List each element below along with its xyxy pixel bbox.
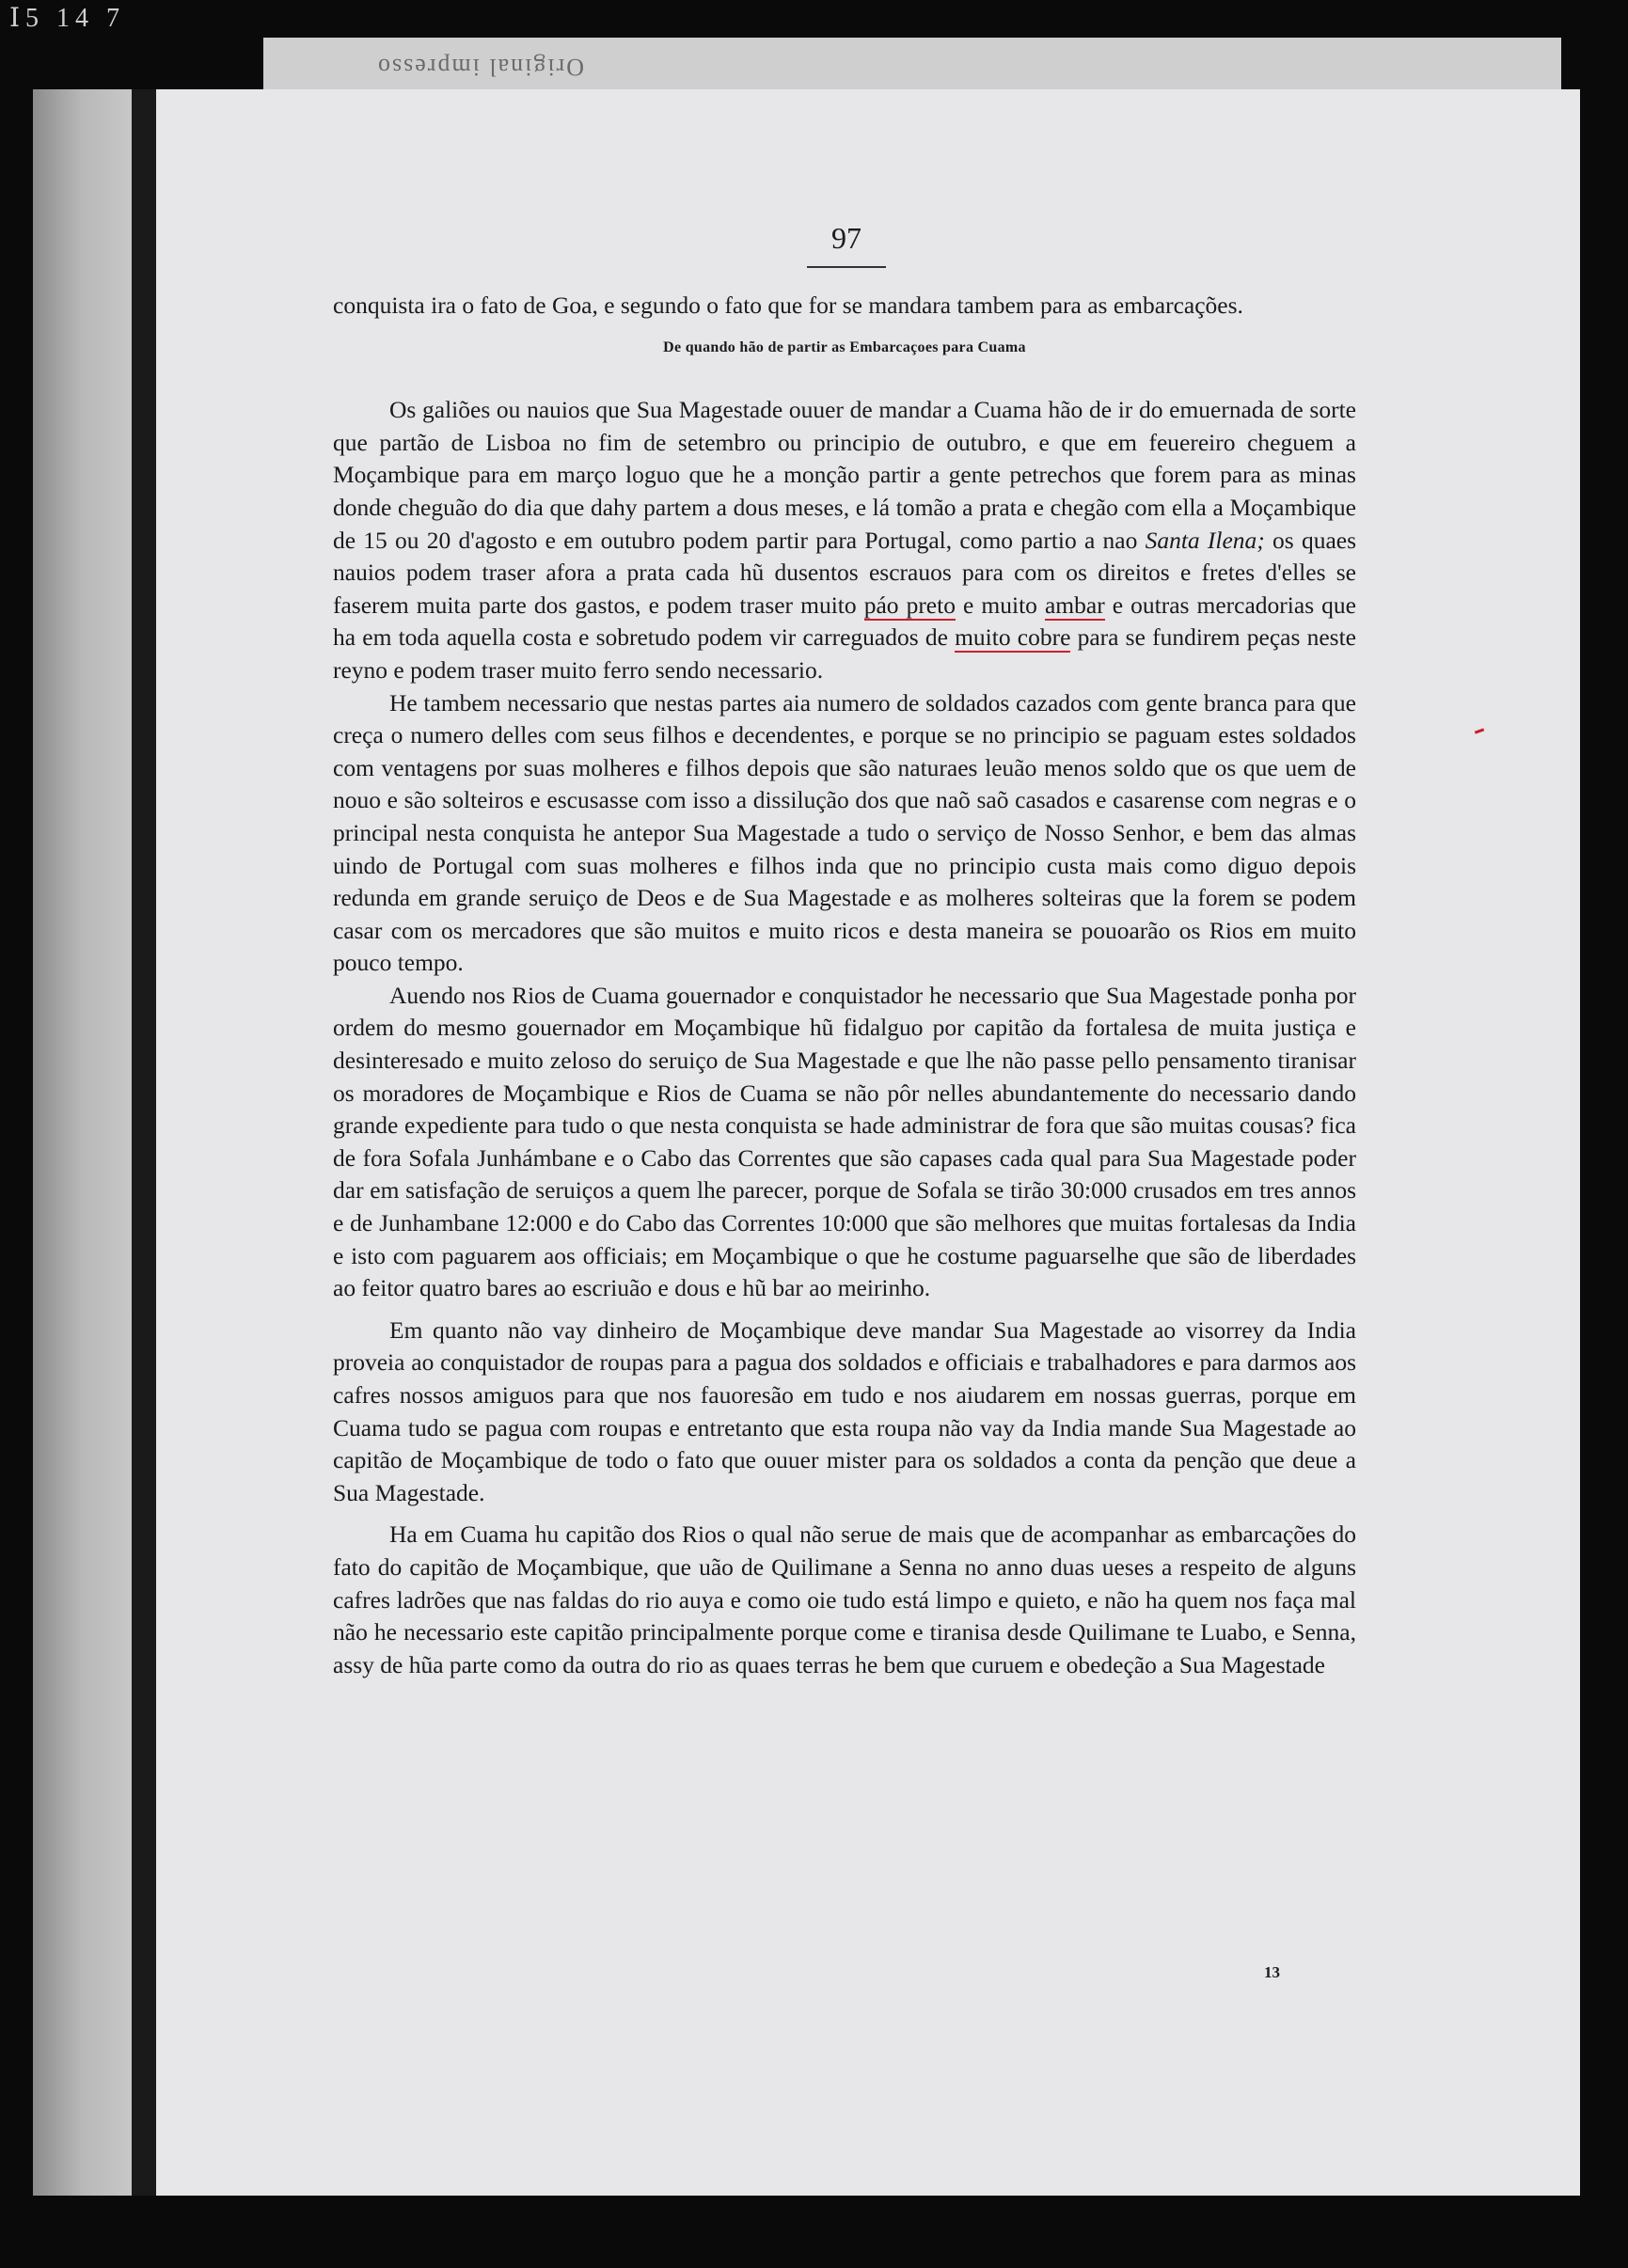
paragraph-governor: Auendo nos Rios de Cuama gouernador e conquistador he necessario que Sua Magestade ponha por ordem do mesmo gouernador em Moçambique hũ fidalguo por capitão da fortalesa de muita justiça e desinteresado e muito zeloso do seruiço de Sua Magestade e que lhe não passe pello pensamento tiranisar os moradores de Moçambique e Rios de Cuama se não pôr nelles abundantemente do necessario dando grande expediente para tudo o que nesta conquista se hade administrar de fora que são muitas cousas? fica de fora Sofala Junhámbane e o Cabo das Correntes que são capases cada qual para Sua Magestade poder dar em satisfação de seruiços a quem lhe parecer, porque de Sofala se tirão 30:000 crusados em tres annos e de Junhambane 12:000 e do Cabo das Correntes 10:000 que são melhores que muitas fortalesas da India e isto com paguarem aos officiais; em Moçambique o que he costume paguarselhe que são de liberdades ao feitor quatro bares ao escriuão e dous e hũ bar ao meirinho. [333,981,1356,1302]
paragraph-captain: Ha em Cuama hu capitão dos Rios o qual não serue de mais que de acompanhar as embarcações do fato do capitão de Moçambique, que uão de Quilimane a Senna no anno duas ueses a respeito de alguns cafres ladrões que nas faldas do rio auya e como oie tudo está limpo e quieto, e não ha quem nos faça mal não he necessario este capitão principalmente porque come e tiranisa desde Quilimane te Luabo, e Senna, assy de hũa parte como da outra do rio as quaes terras he bem que curuem e obedeção a Sua Magestade [333,1520,1356,1678]
ship-name: Santa Ilena; [1145,526,1265,554]
signature-mark: 13 [1264,1963,1280,1981]
underlined-ambar: ambar [1044,591,1105,619]
top-strip-text: Original impresso [376,54,585,81]
para1-text-d: e outras mercadorias que ha em toda aquella costa e sobretudo podem vir carreguados de [333,591,1356,652]
para1-text-e: para se fundirem peças neste reyno e podem traser muito ferro sendo necessario. [333,623,1356,684]
underlined-muito-cobre: muito cobre [955,623,1071,652]
page-number: 97 [831,221,861,255]
para1-text-a: Os galiões ou nauios que Sua Magestade ouuer de mandar a Cuama hão de ir do emuernada de sorte que partão de Lisboa no fim de setembro ou principio de outubro, e que em feuereiro cheguem a Moçambique para em março loguo que he a monção partir a gente petrechos que forem para as minas donde cheguão do dia que dahy partem a dous meses, e lá tomão a prata e chegão com ella a Moçambique de 15 ou 20 d'agosto e em outubro podem partir para Portugal, como partio a nao [333,396,1356,554]
continuation-paragraph: conquista ira o fato de Goa, e segundo o fato que for se mandara tambem para as embarcações. [333,291,1243,319]
paragraph-embarkation [333,394,1356,686]
body-text [333,290,1356,1681]
page-number-rule [807,266,886,268]
paragraph-supplies: Em quanto não vay dinheiro de Moçambique deve mandar Sua Magestade ao visorrey da India proveia ao conquistador de roupas para a pagua dos soldados e officiais e trabalhadores e para darmos aos cafres nossos amiguos para que nos fauoresão em tudo e nos aiudarem em nossas guerras, porque em Cuama tudo se pagua com roupas e entretanto que esta roupa não vay da India mande Sua Magestade ao capitão de Moçambique de todo o fato que ouuer mister para os soldados a conta da penção que deue a Sua Magestade. [333,1315,1356,1506]
section-heading: De quando hão de partir as Embarcaçoes para Cuama [663,339,1026,355]
underlined-pao-preto: páo preto [863,591,956,619]
para1-text-b: os quaes nauios podem traser afora a prata cada hũ dusentos escrauos para com os direitos e fretes d'elles se faserem muita parte dos gastos, e podem traser muito [333,526,1357,619]
para1-text-c: e muito [955,591,1045,619]
binding-spine [132,89,156,2196]
margin-mark: Ⅰ5 14 7 [9,4,126,33]
paragraph-soldiers: He tambem necessario que nestas partes aia numero de soldados cazados com gente branca para que creça o numero delles com seus filhos e decendentes, e porque se no principio se paguam estes soldados com ventagens por suas molheres e filhos depois que são naturaes leuão menos soldo que os que uem de nouo e são solteiros e escusasse com isso a dissilução dos que naõ saõ casados e casarense com negras e o principal nesta conquista he antepor Sua Magestade a tudo o serviço de Nosso Senhor, e bem das almas uindo de Portugal com suas molheres e filhos inda que no principio custa mais como diguo depois redunda em grande seruiço de Deos e de Sua Magestade e as molheres solteiras que la forem se podem casar com os mercadores que são muitos e muito ricos e desta maneira se pouoarão os Rios em muito pouco tempo. [333,688,1356,977]
